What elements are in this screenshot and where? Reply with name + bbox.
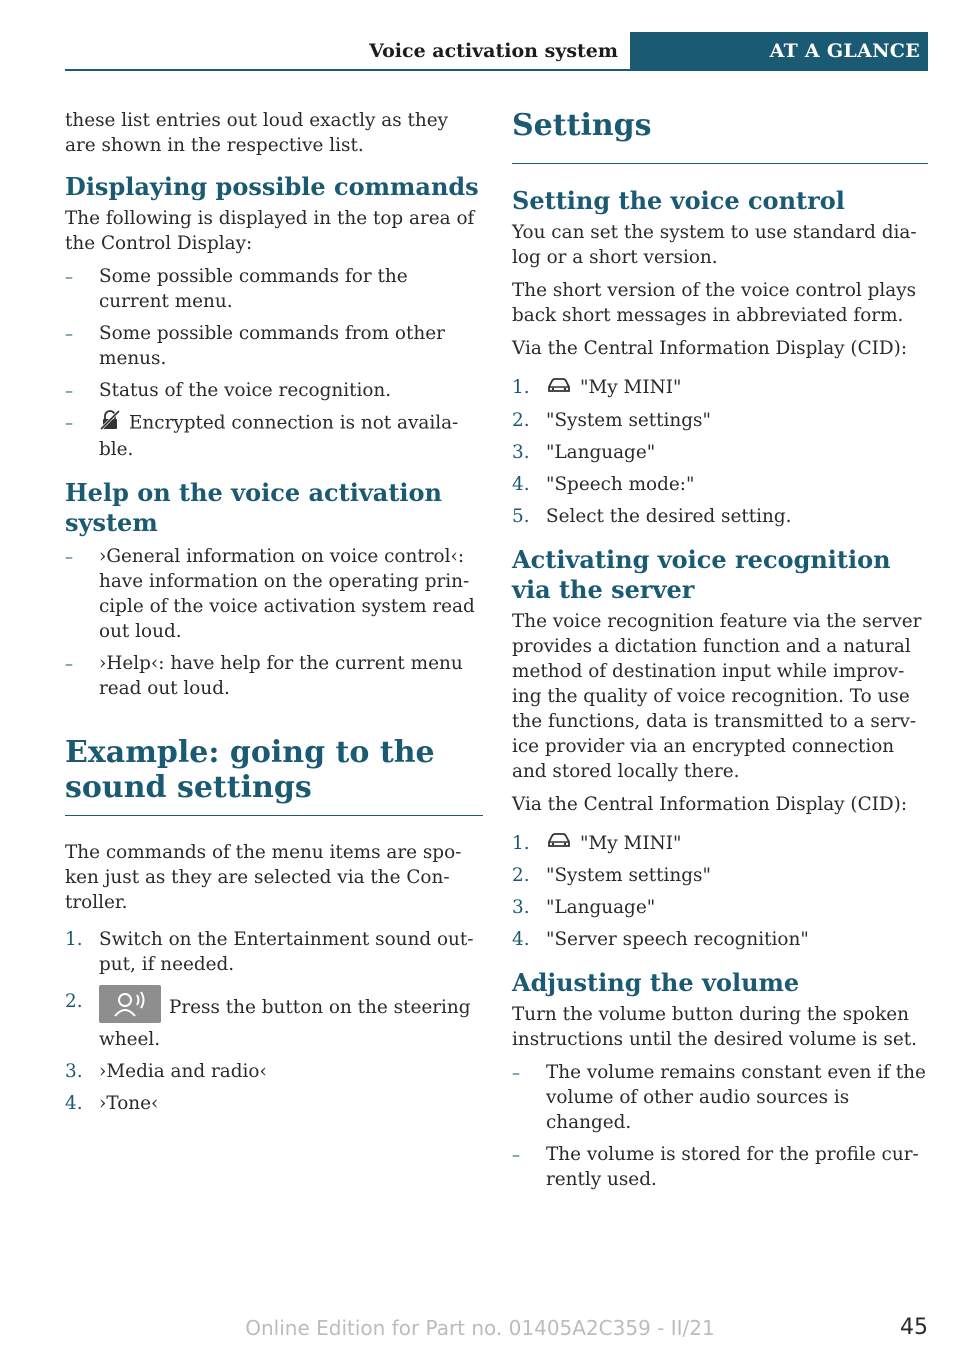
list-item <box>65 378 483 403</box>
car-icon <box>546 376 572 401</box>
footer-edition-text: Online Edition for Part no. 01405A2C359 - II/21 <box>245 1316 715 1340</box>
list-item <box>65 321 483 371</box>
section-rule <box>65 815 483 816</box>
list-item <box>512 1060 928 1135</box>
dash-marker: – <box>65 413 73 432</box>
help-list <box>65 544 483 701</box>
step-number: 4. <box>512 473 530 495</box>
car-icon <box>546 831 572 856</box>
example-steps <box>65 927 483 1116</box>
list-item-text: Some possible commands from other menus. <box>99 323 445 369</box>
list-item-text: "Language" <box>546 441 656 463</box>
step-number: 1. <box>512 832 530 854</box>
list-item-text: "My MINI" <box>580 377 682 398</box>
voice-control-paragraph: The short version of the voice control plays back short messages in abbreviated form. <box>512 280 917 326</box>
settings-heading: Settings <box>512 108 652 143</box>
list-item <box>65 651 483 701</box>
server-steps <box>512 831 928 953</box>
page-header <box>65 32 928 70</box>
list-item <box>512 504 928 529</box>
volume-heading: Adjusting the volume <box>512 968 800 997</box>
no-encryption-icon <box>99 410 121 437</box>
list-item <box>512 472 928 497</box>
list-item-text: "My MINI" <box>580 832 682 854</box>
list-item-text: Some possible commands for the current menu. <box>99 266 408 312</box>
step-number: 1. <box>65 929 83 950</box>
list-item-text: ›Tone‹ <box>99 1093 159 1114</box>
list-item-text: ›General information on voice control‹: have information on the operating prin-ciple of the voice activation system read out loud. <box>99 546 475 642</box>
dash-marker: – <box>512 1063 520 1082</box>
list-item-text: Encrypted connection is not availa-ble. <box>99 412 459 460</box>
list-item <box>65 264 483 314</box>
list-item-text: Switch on the Entertainment sound out-put, if needed. <box>99 929 474 975</box>
header-rule <box>65 69 928 71</box>
right-column <box>512 108 928 1199</box>
intro-paragraph: these list entries out loud exactly as they are shown in the respective list. <box>65 110 449 156</box>
server-paragraph: The voice recognition feature via the server provides a dictation function and a natural method of destination input while improv-ing the quality of voice recognition. To use the functions, data is transmitted to a serv-ice provider via an encrypted connection and stored locally there. <box>512 610 922 782</box>
list-item <box>512 831 928 857</box>
list-item-text: Status of the voice recognition. <box>99 380 392 401</box>
voice-control-steps <box>512 375 928 529</box>
voice-control-via: Via the Central Information Display (CID): <box>512 338 908 359</box>
step-number: 4. <box>65 1093 83 1114</box>
list-item <box>512 375 928 401</box>
volume-list <box>512 1060 928 1192</box>
voice-control-paragraph: You can set the system to use standard dia-log or a short version. <box>512 222 917 268</box>
dash-marker: – <box>65 267 73 286</box>
list-item <box>512 895 928 920</box>
left-column <box>65 108 483 1123</box>
dash-marker: – <box>65 547 73 566</box>
list-item-text: Select the desired setting. <box>546 505 792 527</box>
header-section-title: Voice activation system <box>369 40 618 62</box>
server-via: Via the Central Information Display (CID): <box>512 793 908 815</box>
list-item <box>512 408 928 433</box>
list-item <box>512 863 928 888</box>
step-number: 1. <box>512 377 530 398</box>
list-item <box>65 410 483 462</box>
volume-paragraph: Turn the volume button during the spoken instructions until the desired volume is set. <box>512 1004 917 1050</box>
voice-button-icon <box>99 985 161 1023</box>
list-item-text: "System settings" <box>546 409 711 431</box>
list-item <box>65 989 483 1052</box>
displaying-commands-text: The following is displayed in the top area of the Control Display: <box>65 208 475 254</box>
list-item-text: The volume remains constant even if the volume of other audio sources is changed. <box>546 1062 926 1133</box>
example-text: The commands of the menu items are spo-ken just as they are selected via the Con-troller. <box>65 842 462 913</box>
step-number: 3. <box>65 1061 83 1082</box>
step-number: 3. <box>512 441 530 463</box>
dash-marker: – <box>512 1145 520 1164</box>
page-number: 45 <box>900 1315 928 1340</box>
list-item-text: Press the button on the steering wheel. <box>99 997 471 1050</box>
dash-marker: – <box>65 381 73 400</box>
list-item-text: ›Help‹: have help for the current menu read out loud. <box>99 653 463 699</box>
step-number: 2. <box>512 865 530 886</box>
step-number: 4. <box>512 929 530 950</box>
list-item <box>512 440 928 465</box>
help-heading: Help on the voice activation system <box>65 478 443 537</box>
section-rule <box>512 163 928 164</box>
step-number: 5. <box>512 505 530 527</box>
server-heading: Activating voice recognition via the server <box>512 544 891 604</box>
displaying-commands-heading: Displaying possible commands <box>65 172 479 201</box>
header-chapter-tab[interactable]: AT A GLANCE <box>630 32 928 70</box>
list-item-text: "Language" <box>546 897 656 918</box>
list-item <box>512 1142 928 1192</box>
example-heading: Example: going to the sound settings <box>65 735 435 805</box>
list-item <box>65 1059 483 1084</box>
list-item <box>65 927 483 977</box>
voice-control-heading: Setting the voice control <box>512 186 845 215</box>
list-item-text: "Server speech recognition" <box>546 929 809 950</box>
displaying-commands-list <box>65 264 483 462</box>
list-item <box>65 544 483 644</box>
list-item <box>512 927 928 952</box>
list-item <box>65 1091 483 1116</box>
list-item-text: ›Media and radio‹ <box>99 1061 267 1082</box>
step-number: 3. <box>512 897 530 918</box>
step-number: 2. <box>65 991 83 1012</box>
dash-marker: – <box>65 654 73 673</box>
list-item-text: "System settings" <box>546 865 711 886</box>
page-footer <box>0 1308 960 1348</box>
dash-marker: – <box>65 324 73 343</box>
list-item-text: "Speech mode:" <box>546 473 695 495</box>
step-number: 2. <box>512 409 530 431</box>
list-item-text: The volume is stored for the profile cur-rently used. <box>546 1144 919 1190</box>
